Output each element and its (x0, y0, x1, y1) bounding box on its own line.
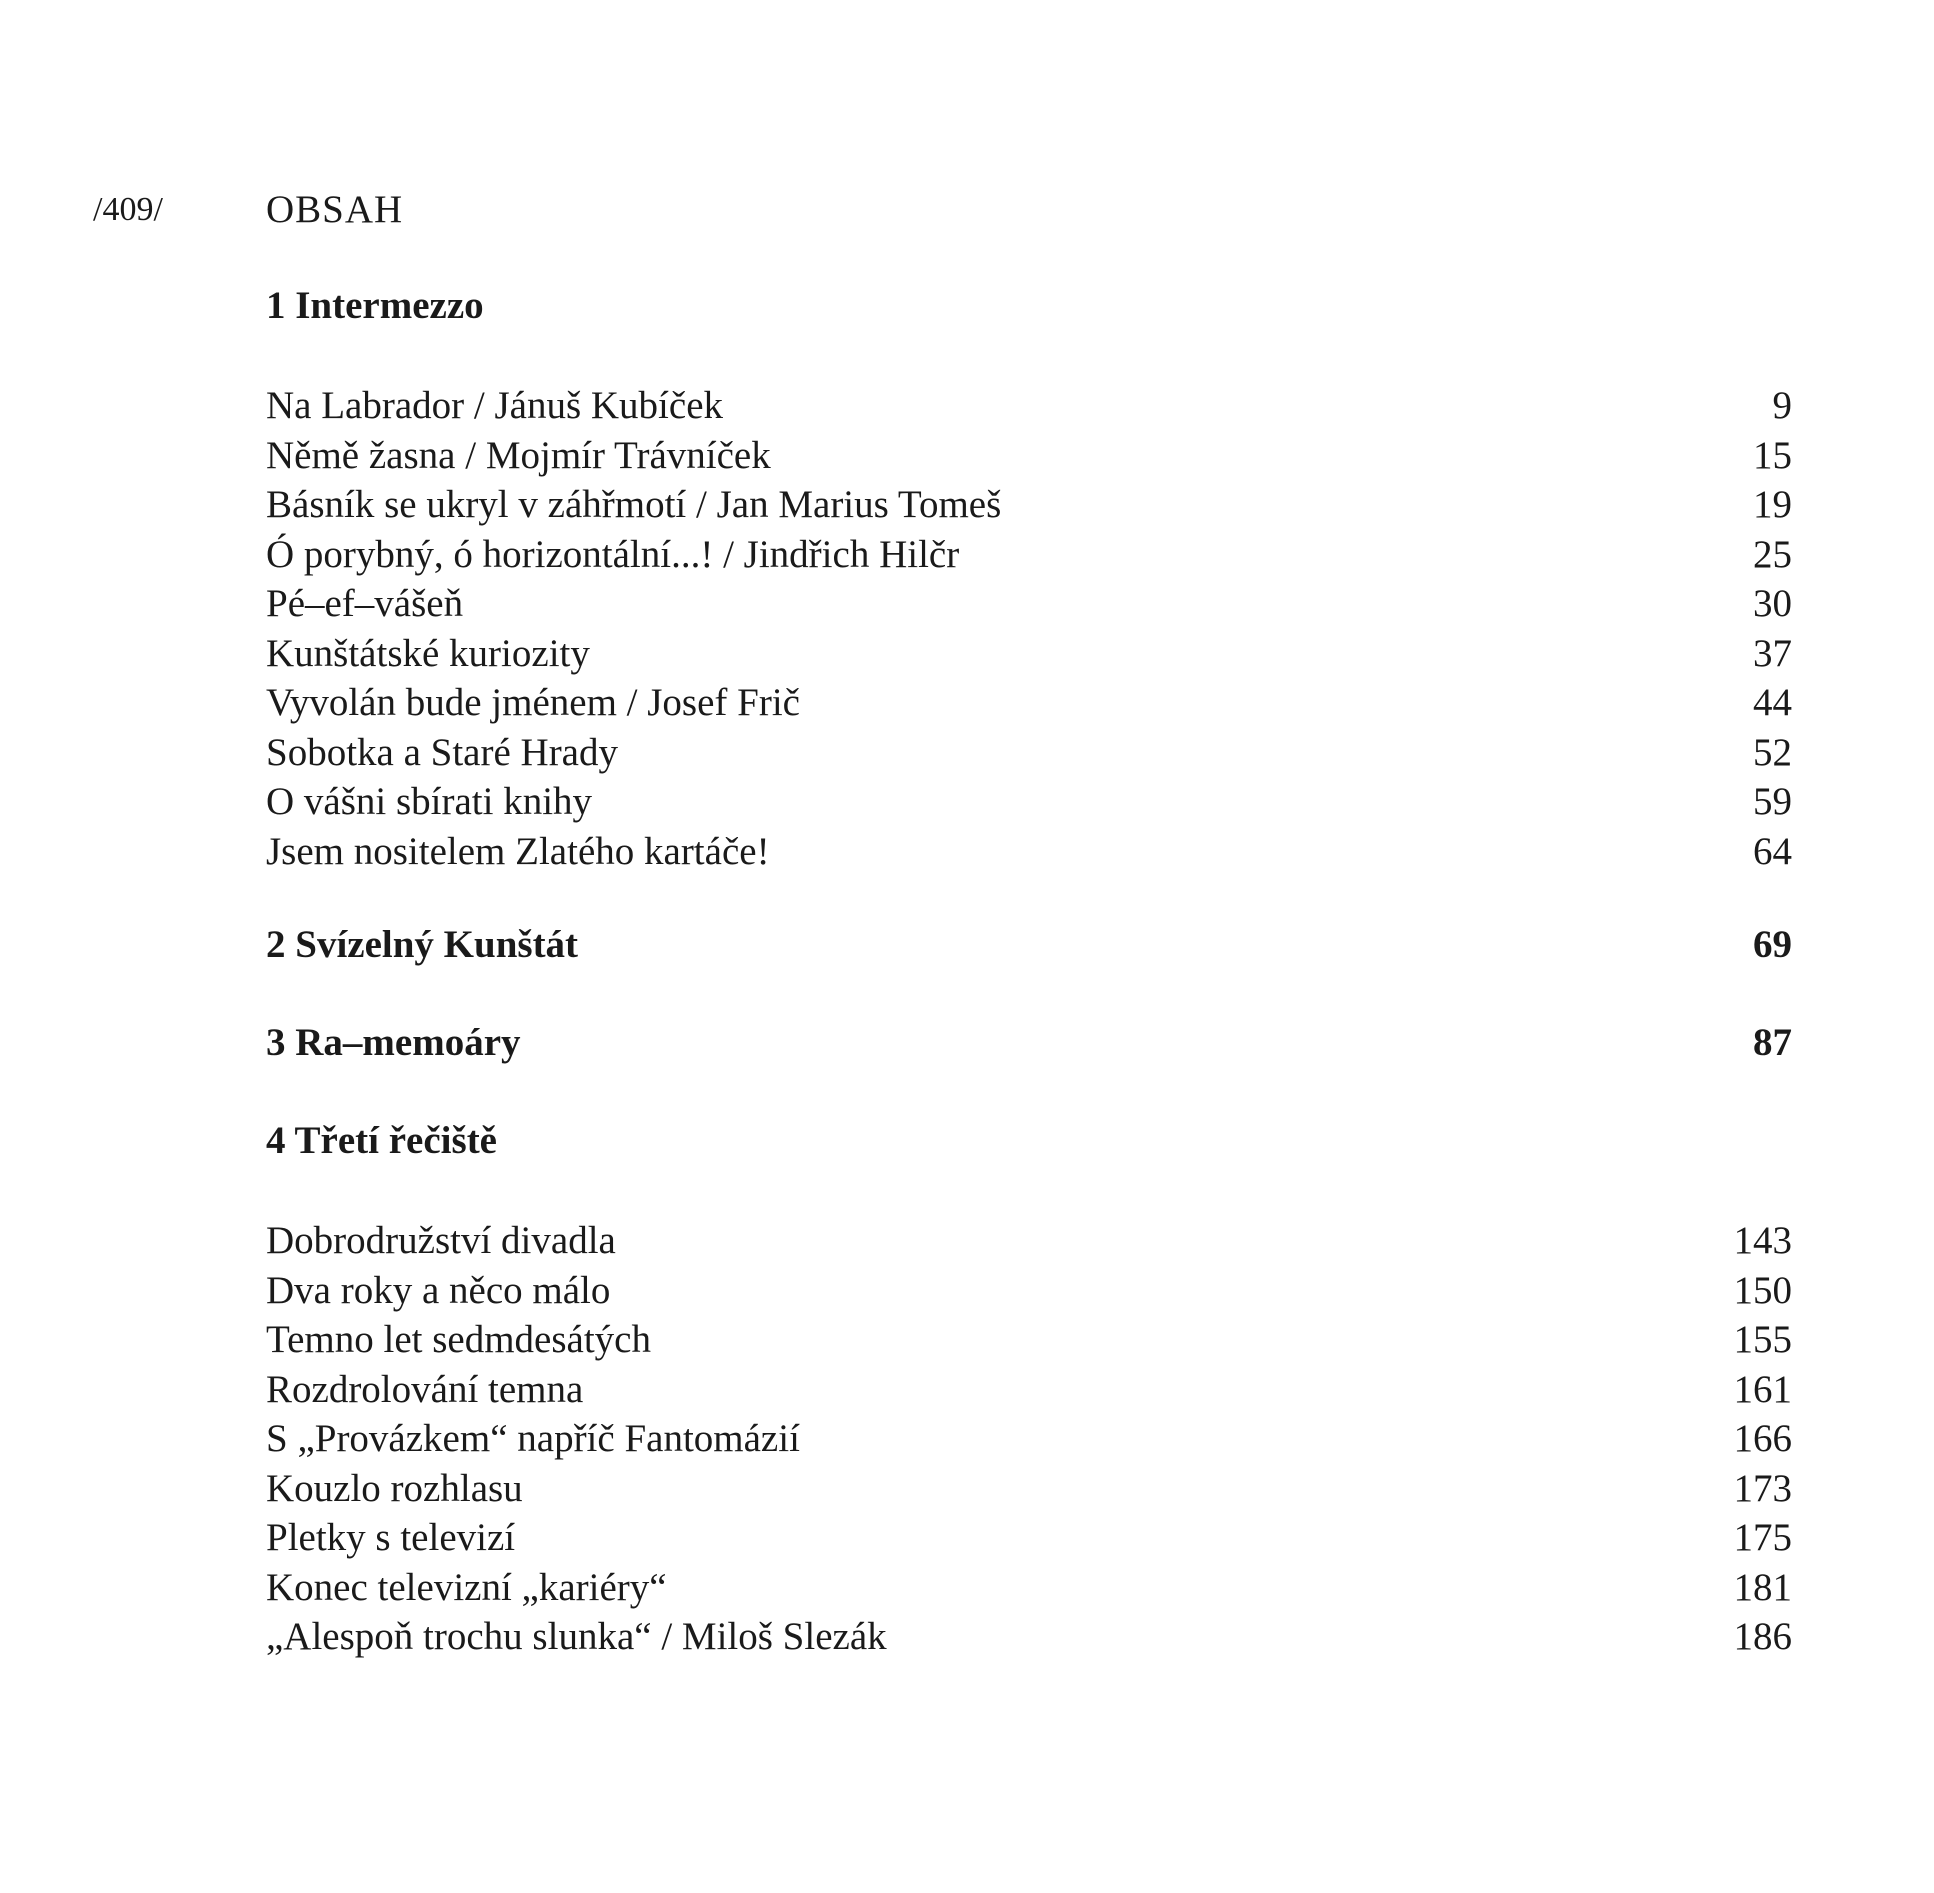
section-title-text: 4 Třetí řečiště (266, 1119, 497, 1162)
entry-page-number: 64 (1753, 829, 1792, 873)
toc-entry (266, 827, 1792, 877)
toc-entry (266, 629, 1792, 679)
toc-entry (266, 579, 1792, 629)
entry-title: Na Labrador / Jánuš Kubíček (266, 384, 724, 427)
entry-title: Temno let sedmdesátých (266, 1318, 651, 1361)
entry-page-number: 19 (1753, 483, 1792, 526)
toc-entry (266, 381, 1792, 431)
toc-entry (266, 530, 1792, 580)
entry-title: „Alespoň trochu slunka“ / Miloš Slezák (266, 1615, 887, 1658)
toc-heading: OBSAH (266, 188, 404, 231)
toc-entry (266, 1464, 1792, 1514)
section-page-number: 69 (1753, 923, 1792, 966)
section-entries (266, 1216, 1792, 1662)
section-title-text: 3 Ra–memoáry (266, 1021, 521, 1064)
section-title (266, 1121, 1792, 1161)
entry-title: Jsem nositelem Zlatého kartáče! (266, 829, 770, 873)
entry-page-number: 155 (1733, 1318, 1792, 1361)
entry-title: Konec televizní „kariéry“ (266, 1565, 667, 1609)
section-title (266, 286, 1792, 326)
page-number: /409/ (93, 191, 163, 228)
entry-page-number: 30 (1753, 582, 1792, 625)
toc-entry (266, 1563, 1792, 1613)
entry-page-number: 175 (1733, 1516, 1792, 1559)
toc-entry (266, 678, 1792, 728)
toc-section-treti-reciste (266, 1121, 1792, 1662)
section-title-text: 2 Svízelný Kunštát (266, 923, 579, 966)
entry-title: Pé–ef–vášeň (266, 582, 464, 625)
entry-page-number: 166 (1733, 1417, 1792, 1460)
section-title-text: 1 Intermezzo (266, 284, 484, 327)
entry-title: Němě žasna / Mojmír Trávníček (266, 433, 771, 477)
entry-title: Rozdrolování temna (266, 1367, 584, 1411)
toc-section-ra-memoary (266, 1023, 1792, 1063)
entry-page-number: 15 (1753, 433, 1792, 477)
entry-page-number: 37 (1753, 631, 1792, 675)
toc-entry (266, 1365, 1792, 1415)
table-of-contents (266, 190, 1792, 1662)
entry-page-number: 161 (1733, 1367, 1792, 1411)
entry-title: Básník se ukryl v záhřmotí / Jan Marius Tomeš (266, 483, 1002, 526)
entry-page-number: 186 (1733, 1615, 1792, 1658)
toc-section-intermezzo (266, 286, 1792, 876)
entry-title: Kouzlo rozhlasu (266, 1466, 523, 1510)
entry-page-number: 173 (1733, 1466, 1792, 1510)
entry-page-number: 59 (1753, 780, 1792, 823)
section-page-number: 87 (1753, 1021, 1792, 1064)
entry-title: Kunštátské kuriozity (266, 631, 590, 675)
section-title (266, 1023, 1792, 1063)
entry-title: Ó porybný, ó horizontální...! / Jindřich Hilčr (266, 532, 960, 576)
section-entries (266, 381, 1792, 876)
toc-entry (266, 1612, 1792, 1662)
entry-page-number: 44 (1753, 681, 1792, 724)
entry-page-number: 52 (1753, 730, 1792, 774)
toc-entry (266, 1266, 1792, 1316)
toc-entry (266, 480, 1792, 530)
toc-entry (266, 1216, 1792, 1266)
toc-entry (266, 777, 1792, 827)
toc-entry (266, 1414, 1792, 1464)
entry-title: Pletky s televizí (266, 1516, 516, 1559)
entry-page-number: 9 (1772, 384, 1792, 427)
toc-entry (266, 431, 1792, 481)
entry-title: O vášni sbírati knihy (266, 780, 593, 823)
toc-section-svizelny-kunstat (266, 925, 1792, 965)
section-title (266, 925, 1792, 965)
entry-page-number: 150 (1733, 1268, 1792, 1312)
entry-title: Vyvolán bude jménem / Josef Frič (266, 681, 800, 724)
entry-page-number: 143 (1733, 1219, 1792, 1262)
entry-title: Dva roky a něco málo (266, 1268, 611, 1312)
toc-entry (266, 1513, 1792, 1563)
entry-title: Dobrodružství divadla (266, 1219, 616, 1262)
toc-entry (266, 1315, 1792, 1365)
toc-entry (266, 728, 1792, 778)
entry-page-number: 181 (1733, 1565, 1792, 1609)
entry-page-number: 25 (1753, 532, 1792, 576)
entry-title: Sobotka a Staré Hrady (266, 730, 618, 774)
entry-title: S „Provázkem“ napříč Fantomázií (266, 1417, 800, 1460)
